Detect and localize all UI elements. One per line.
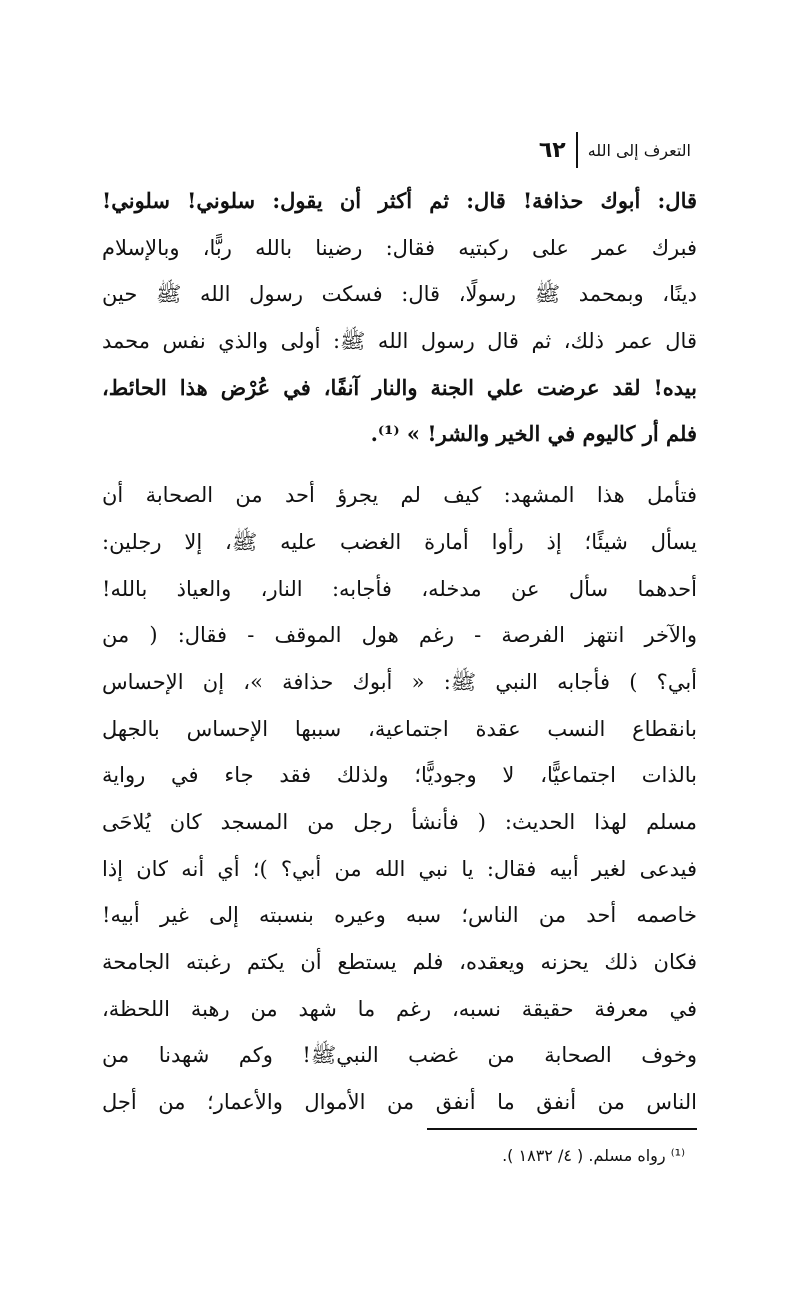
text-line: والآخر انتهز الفرصة - رغم هول الموقف - فقال: ( من <box>102 623 697 648</box>
text-line: قال عمر ذلك، ثم قال رسول الله ﷺ: أولى والذي نفس محمد <box>102 329 697 354</box>
page-number: ٦٢ <box>538 137 566 163</box>
text-line: أحدهما سأل عن مدخله، فأجابه: النار، والعياذ بالله! <box>102 576 697 601</box>
header-divider <box>576 132 578 168</box>
text-line: في معرفة حقيقة نسبه، رغم ما شهد من رهبة اللحظة، <box>102 996 697 1021</box>
text-line: خاصمه أحد من الناس؛ سبه وعيره بنسبته إلى غير أبيه! <box>102 903 697 928</box>
text-line: فتأمل هذا المشهد: كيف لم يجرؤ أحد من الصحابة أن <box>102 483 697 508</box>
text-line: يسأل شيئًا؛ إذ رأوا أمارة الغضب عليه ﷺ، إلا رجلين: <box>102 529 697 554</box>
footnote: ⁽¹⁾ رواه مسلم. ( ٤/ ١٨٣٢ ). <box>502 1146 685 1165</box>
footnote-divider <box>427 1128 697 1130</box>
text-line: دينًا، وبمحمد ﷺ رسولًا، قال: فسكت رسول الله ﷺ حين <box>102 282 697 307</box>
text-line: فكان ذلك يحزنه ويعقده، فلم يستطع أن يكتم رغبته الجامحة <box>102 950 697 974</box>
text-line: فيدعى لغير أبيه فقال: يا نبي الله من أبي؟ )؛ أي أنه كان إذا <box>102 856 697 881</box>
running-title: التعرف إلى الله <box>587 140 691 160</box>
paragraph-2 <box>102 472 697 1126</box>
text-line: الناس من أنفق ما أنفق من الأموال والأعمار؛ من أجل <box>102 1090 697 1115</box>
paragraph-1 <box>102 178 697 458</box>
text-line: فلم أر كاليوم في الخير والشر! » ⁽¹⁾. <box>370 421 697 447</box>
text-line: قال: أبوك حذافة! قال: ثم أكثر أن يقول: سلوني! سلوني! <box>102 188 697 213</box>
text-line: فبرك عمر على ركبتيه فقال: رضينا بالله ربًّا، وبالإسلام <box>102 235 697 260</box>
text-line: بيده! لقد عرضت علي الجنة والنار آنفًا، في عُرْض هذا الحائط، <box>102 374 697 400</box>
text-line: بالذات اجتماعيًّا، لا وجوديًّا؛ ولذلك فقد جاء في رواية <box>102 763 697 788</box>
text-line: بانقطاع النسب عقدة اجتماعية، سببها الإحساس بالجهل <box>102 716 697 741</box>
text-line: أبي؟ ) فأجابه النبي ﷺ: « أبوك حذافة »، إن الإحساس <box>102 669 697 694</box>
paragraph-gap <box>102 458 697 472</box>
text-line: مسلم لهذا الحديث: ( فأنشأ رجل من المسجد كان يُلاحَى <box>102 809 697 834</box>
page-body <box>102 178 697 1126</box>
text-line: وخوف الصحابة من غضب النبيﷺ! وكم شهدنا من <box>102 1043 697 1068</box>
page-header <box>529 130 697 170</box>
